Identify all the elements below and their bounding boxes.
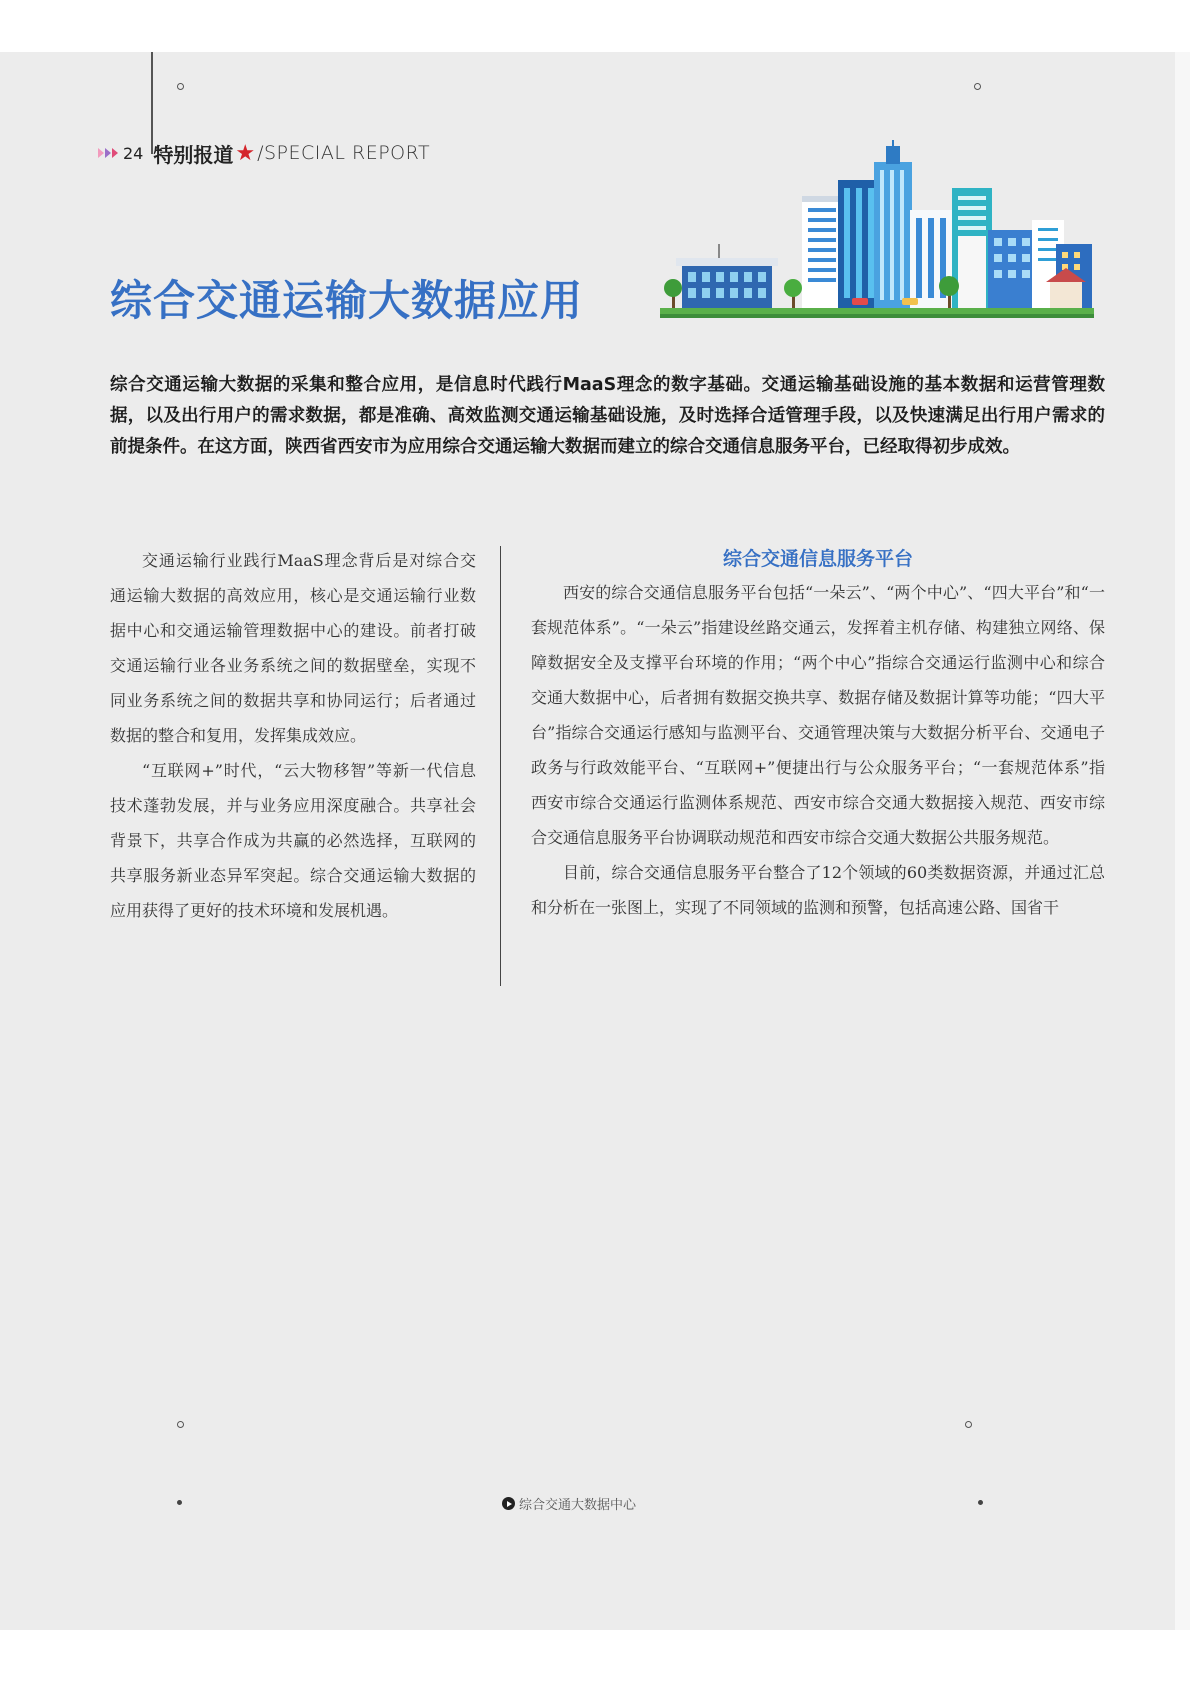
right-column: [531, 543, 1105, 925]
paragraph: 交通运输行业践行MaaS理念背后是对综合交通运输大数据的高效应用，核心是交通运输行业数据中心和交通运输管理数据中心的建设。前者打破交通运输行业各业务系统之间的数据壁垒，实现不同业务系统之间的数据共享和协同运行；后者通过数据的整合和复用，发挥集成效应。: [110, 551, 476, 745]
page-edge: [1175, 52, 1190, 1630]
register-mark: [177, 1421, 184, 1428]
paragraph: 目前，综合交通信息服务平台整合了12个领域的60类数据资源，并通过汇总和分析在一张图上，实现了不同领域的监测和预警，包括高速公路、国省干: [531, 863, 1105, 917]
section-subtitle: 综合交通信息服务平台: [722, 548, 913, 570]
city-skyline-illustration: [652, 140, 1102, 324]
running-header: [98, 140, 430, 166]
register-mark: [177, 1500, 182, 1505]
section-label: 特别报道: [153, 142, 234, 167]
register-mark: [177, 83, 184, 90]
left-column: [110, 543, 476, 928]
article-title: 综合交通运输大数据应用: [110, 276, 584, 325]
register-mark: [978, 1500, 983, 1505]
paragraph: 西安的综合交通信息服务平台包括“一朵云”、“两个中心”、“四大平台”和“一套规范体系”。“一朵云”指建设丝路交通云，发挥着主机存储、构建独立网络、保障数据安全及支撑平台环境的作用；“两个中心”指综合交通运行监测中心和综合交通大数据中心，后者拥有数据交换共享、数据存储及数据计算等功能；“四大平台”指综合交通运行感知与监测平台、交通管理决策与大数据分析平台、交通电子政务与行政效能平台、“互联网+”便捷出行与公众服务平台；“一套规范体系”指西安市综合交通运行监测体系规范、西安市综合交通大数据接入规范、西安市综合交通信息服务平台协调联动规范和西安市综合交通大数据公共服务规范。: [531, 583, 1105, 847]
caption-text: 综合交通大数据中心: [519, 1498, 637, 1513]
section-label-en: /SPECIAL REPORT: [257, 142, 431, 164]
column-divider: [500, 546, 501, 986]
register-mark: [974, 83, 981, 90]
figure-caption: [502, 1494, 636, 1513]
star-icon: ★: [235, 140, 256, 166]
article-intro: 综合交通运输大数据的采集和整合应用，是信息时代践行MaaS理念的数字基础。交通运输基础设施的基本数据和运营管理数据，以及出行用户的需求数据，都是准确、高效监测交通运输基础设施，及时选择合适管理手段，以及快速满足出行用户需求的前提条件。在这方面，陕西省西安市为应用综合交通运输大数据而建立的综合交通信息服务平台，已经取得初步成效。: [110, 375, 1105, 457]
paragraph: “互联网+”时代，“云大物移智”等新一代信息技术蓬勃发展，并与业务应用深度融合。共享社会背景下，共享合作成为共赢的必然选择，互联网的共享服务新业态异军突起。综合交通运输大数据的应用获得了更好的技术环境和发展机遇。: [110, 761, 476, 920]
arrows-icon: [98, 148, 119, 158]
play-icon: [502, 1497, 515, 1510]
page-number: 24: [123, 143, 144, 163]
register-mark: [965, 1421, 972, 1428]
